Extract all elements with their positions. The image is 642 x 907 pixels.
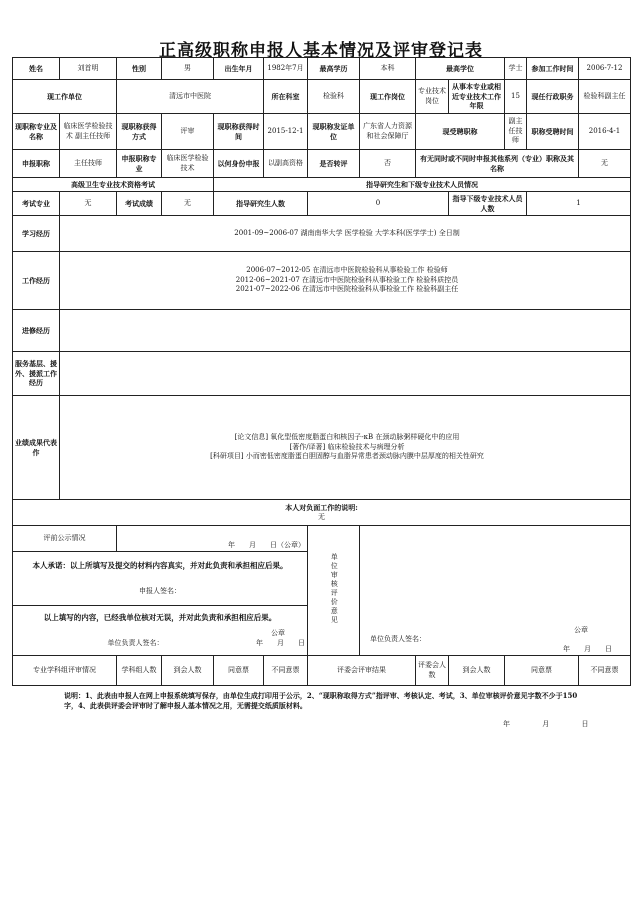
self-desc-label: 本人对负面工作的说明: [285,503,358,513]
unit-verify-sign-label: 单位负责人签名： [107,638,164,647]
section-header-row [13,178,631,192]
guide-section-header: 指导研究生和下级专业技术人员情况 [214,178,631,192]
method-value: 评审 [162,114,214,150]
unit-opinion-area [360,526,631,656]
unit-verify-text: 以上填写的内容，已经我单位核对无误，并对此负责和承担相应后果。 [43,613,277,622]
exam-section-header: 高级卫生专业技术资格考试 [13,178,214,192]
self-desc-cell [13,500,631,526]
committee-review-label: 评委会评审结果 [308,656,416,686]
unit-label: 现工作单位 [13,80,117,114]
identity-label: 以何身份申报 [214,150,264,178]
hired-time-label: 职称受聘时间 [527,114,579,150]
commitment-text: 本人承诺：以上所填写及提交的材料内容真实，并对此负责和承担相应后果。 [32,560,288,570]
achievement-content [60,396,631,500]
apply-row [13,150,631,178]
unit-verify-seal: 公章 [271,629,285,638]
staff-label: 指导下级专业技术人员人数 [449,192,527,216]
work-content [60,252,631,310]
degree-value: 学士 [505,58,527,80]
issuer-value: 广东省人力资源和社会保障厅 [360,114,416,150]
degree-label: 最高学位 [416,58,505,80]
study-row [13,216,631,252]
exam-guide-row [13,192,631,216]
committee-header-disagree: 不同意票 [579,656,631,686]
work-unit-row [13,80,631,114]
work-row [13,252,631,310]
training-row [13,310,631,352]
gender-value: 男 [162,58,214,80]
group-header-agree: 同意票 [214,656,264,686]
service-label: 服务基层、援外、援派工作经历 [13,352,60,396]
dept-value: 检验科 [308,80,360,114]
transfer-value: 否 [360,150,416,178]
other-value: 无 [579,150,631,178]
years-label: 从事本专业或相近专业技术工作年限 [449,80,505,114]
group-header-disagree: 不同意票 [264,656,308,686]
committee-header-agree: 同意票 [505,656,579,686]
post-value: 专业技术岗位 [416,80,449,114]
major-label: 现职称专业及名称 [13,114,60,150]
birth-value: 1982年7月 [264,58,308,80]
grad-value: 0 [308,192,449,216]
transfer-label: 是否转评 [308,150,360,178]
self-desc-row [13,500,631,526]
footnote-date: 年 月 日 [503,720,589,728]
edu-label: 最高学历 [308,58,360,80]
grad-label: 指导研究生人数 [214,192,308,216]
work-label: 工作经历 [13,252,60,310]
get-time-value: 2015-12-1 [264,114,308,150]
exam-major-label: 考试专业 [13,192,60,216]
group-header-present: 到会人数 [162,656,214,686]
apply-label: 申报职称 [13,150,60,178]
unit-verify-date: 年 月 日 [256,638,305,647]
publicity-row [13,526,631,552]
workstart-value: 2006-7-12 [579,58,631,80]
exam-major-value: 无 [60,192,117,216]
hired-time-value: 2016-4-1 [579,114,631,150]
unit-opinion-vertical-label: 单位审核评价意见 [330,552,339,625]
apply-major-label: 申报职称专业 [117,150,162,178]
achievement-line: [著作/译著] 临床检验技术与病理分析 [289,442,405,451]
training-label: 进修经历 [13,310,60,352]
work-line: 2012-06~2021-07 在清远市中医院检验科从事检验工作 检验科质控员 [235,275,459,284]
form-title: 正高级职称申报人基本情况及评审登记表 [159,41,483,61]
unit-opinion-seal: 公章 [574,625,588,634]
get-time-label: 现职称获得时间 [214,114,264,150]
achievement-row [13,396,631,500]
self-desc-value: 无 [318,512,325,521]
unit-opinion-sign: 单位负责人签名： [370,635,426,644]
admin-label: 现任行政职务 [527,80,579,114]
unit-opinion-date: 年 月 日 [563,644,612,653]
birth-label: 出生年月 [214,58,264,80]
achievement-line: [论文信息] 氧化型低密度脂蛋白和核因子-κB 在颈动脉粥样硬化中的应用 [234,433,460,442]
workstart-label: 参加工作时间 [527,58,579,80]
publicity-date: 年 月 日（公章） [117,526,308,552]
unit-verify-sign [15,639,305,648]
staff-value: 1 [527,192,631,216]
years-value: 15 [505,80,527,114]
apply-value: 主任技师 [60,150,117,178]
registration-form [12,57,631,686]
service-row [13,352,631,396]
work-line: 2006-07~2012-05 在清远市中医院检验科从事检验工作 检验师 [246,266,448,275]
apply-major-value: 临床医学检验技术 [162,150,214,178]
unit-opinion-vertical-cell [308,526,360,656]
study-label: 学习经历 [13,216,60,252]
footnote: 说明：1、此表由申报人在网上申报系统填写保存，由单位生成打印用于公示，2、“现职称取得方式”指评审、考核认定、考试，3、单位审核评价意见字数不少于150字，4、此表供评委会评审时了解申报人基本情况之用，无需提交纸质版材料。 [64,691,578,711]
gender-label: 性别 [117,58,162,80]
method-label: 现职称获得方式 [117,114,162,150]
committee-header-present: 到会人数 [449,656,505,686]
basic-info-row [13,58,631,80]
work-line: 2021-07~2022-06 在清远市中医院检验科从事检验工作 检验科副主任 [235,285,459,294]
admin-value: 检验科副主任 [579,80,631,114]
group-header-count: 学科组人数 [117,656,162,686]
study-line: 2001-09~2006-07 湖南南华大学 医学检验 大学本科(医学学士) 全日制 [234,228,460,237]
commitment-cell [13,552,308,606]
review-row [13,656,631,686]
training-content [60,310,631,352]
publicity-label: 评前公示情况 [13,526,117,552]
edu-value: 本科 [360,58,416,80]
other-label: 有无同时或不同时申报其他系列（专业）职称及其名称 [416,150,579,178]
committee-header-count: 评委会人数 [416,656,449,686]
name-label: 姓名 [13,58,60,80]
unit-value: 清远市中医院 [117,80,264,114]
dept-label: 所在科室 [264,80,308,114]
post-label: 现工作岗位 [360,80,416,114]
achievement-label: 业绩成果代表作 [13,396,60,500]
issuer-label: 现职称发证单位 [308,114,360,150]
commitment-sign: 申报人签名： [139,586,181,595]
group-review-label: 专业学科组评审情况 [13,656,117,686]
identity-value: 以副高资格 [264,150,308,178]
study-content [60,216,631,252]
achievement-line: [科研项目] 小而密低密度脂蛋白胆固醇与血脂异常患者颈动脉内膜中层厚度的相关性研究 [210,452,484,461]
service-content [60,352,631,396]
exam-score-label: 考试成绩 [117,192,162,216]
name-value: 刘首明 [60,58,117,80]
unit-verify-cell [13,606,308,656]
hired-label: 现受聘职称 [416,114,505,150]
exam-score-value: 无 [162,192,214,216]
title-info-row [13,114,631,150]
major-value: 临床医学检验技术 副主任技师 [60,114,117,150]
hired-value: 副主任技师 [505,114,527,150]
